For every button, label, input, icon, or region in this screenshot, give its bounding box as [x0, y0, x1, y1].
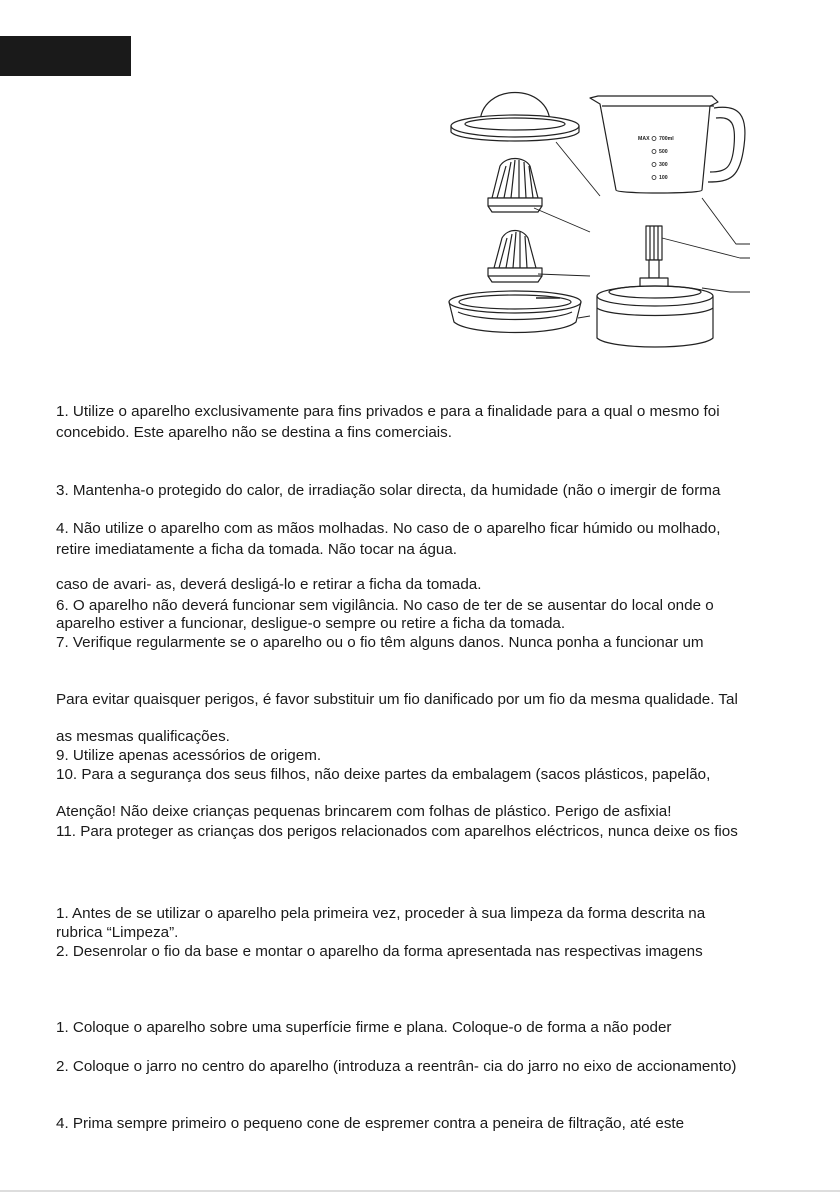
filter-sieve-drawing: [449, 291, 581, 333]
text-line: 10. Para a segurança dos seus filhos, não deixe partes da embalagem (sacos plásticos, papelão,: [56, 766, 711, 783]
text-line: rubrica “Limpeza”.: [56, 924, 179, 941]
dome-lid-drawing: [451, 93, 579, 142]
text-line: 7. Verifique regularmente se o aparelho ou o fio têm alguns danos. Nunca ponha a funcionar um: [56, 634, 704, 651]
text-line: Para evitar quaisquer perigos, é favor substituir um fio danificado por um fio da mesma qualidade. Tal: [56, 691, 738, 708]
text-line: 1. Coloque o aparelho sobre uma superfície firme e plana. Coloque-o de forma a não poder: [56, 1019, 672, 1036]
drive-shaft-drawing: [640, 226, 668, 290]
text-line: Atenção! Não deixe crianças pequenas brincarem com folhas de plástico. Perigo de asfixia!: [56, 803, 672, 820]
text-line: 9. Utilize apenas acessórios de origem.: [56, 747, 322, 764]
scale-mark-label: 500: [659, 149, 668, 155]
text-line: 6. O aparelho não deverá funcionar sem vigilância. No caso de ter de se ausentar do local onde o: [56, 597, 714, 614]
small-cone-drawing: [488, 231, 542, 283]
scale-mark-label: 700ml: [659, 136, 674, 142]
text-line: aparelho estiver a funcionar, desligue-o sempre ou retire a ficha da tomada.: [56, 615, 566, 632]
language-tab-marker: [0, 36, 131, 76]
text-line: 1. Antes de se utilizar o aparelho pela primeira vez, proceder à sua limpeza da forma descrita na: [56, 905, 706, 922]
text-line: 1. Utilize o aparelho exclusivamente para fins privados e para a finalidade para a qual o mesmo foi: [56, 403, 720, 420]
text-line: as mesmas qualificações.: [56, 728, 230, 745]
scale-mark-label: 100: [659, 175, 668, 181]
motor-base-drawing: [597, 286, 713, 347]
text-line: 3. Mantenha-o protegido do calor, de irradiação solar directa, da humidade (não o imergir de forma: [56, 482, 721, 499]
text-line: 4. Prima sempre primeiro o pequeno cone de espremer contra a peneira de filtração, até este: [56, 1115, 685, 1132]
text-line: 2. Coloque o jarro no centro do aparelho (introduza a reentrân- cia do jarro no eixo de accionamento): [56, 1058, 737, 1075]
large-cone-drawing: [488, 159, 542, 213]
text-line: 2. Desenrolar o fio da base e montar o aparelho da forma apresentada nas respectivas imagens: [56, 943, 703, 960]
scale-mark-label: 300: [659, 162, 668, 168]
juicer-parts-illustration: [440, 86, 780, 356]
text-line: concebido. Este aparelho não se destina a fins comerciais.: [56, 424, 452, 441]
text-line: 11. Para proteger as crianças dos perigos relacionados com aparelhos eléctricos, nunca deixe os fios: [56, 823, 738, 840]
text-line: caso de avari- as, deverá desligá-lo e retirar a ficha da tomada.: [56, 576, 482, 593]
text-line: 4. Não utilize o aparelho com as mãos molhadas. No caso de o aparelho ficar húmido ou molhado,: [56, 520, 721, 537]
scale-max-label: MAX: [638, 136, 650, 142]
text-line: retire imediatamente a ficha da tomada. Não tocar na água.: [56, 541, 458, 558]
